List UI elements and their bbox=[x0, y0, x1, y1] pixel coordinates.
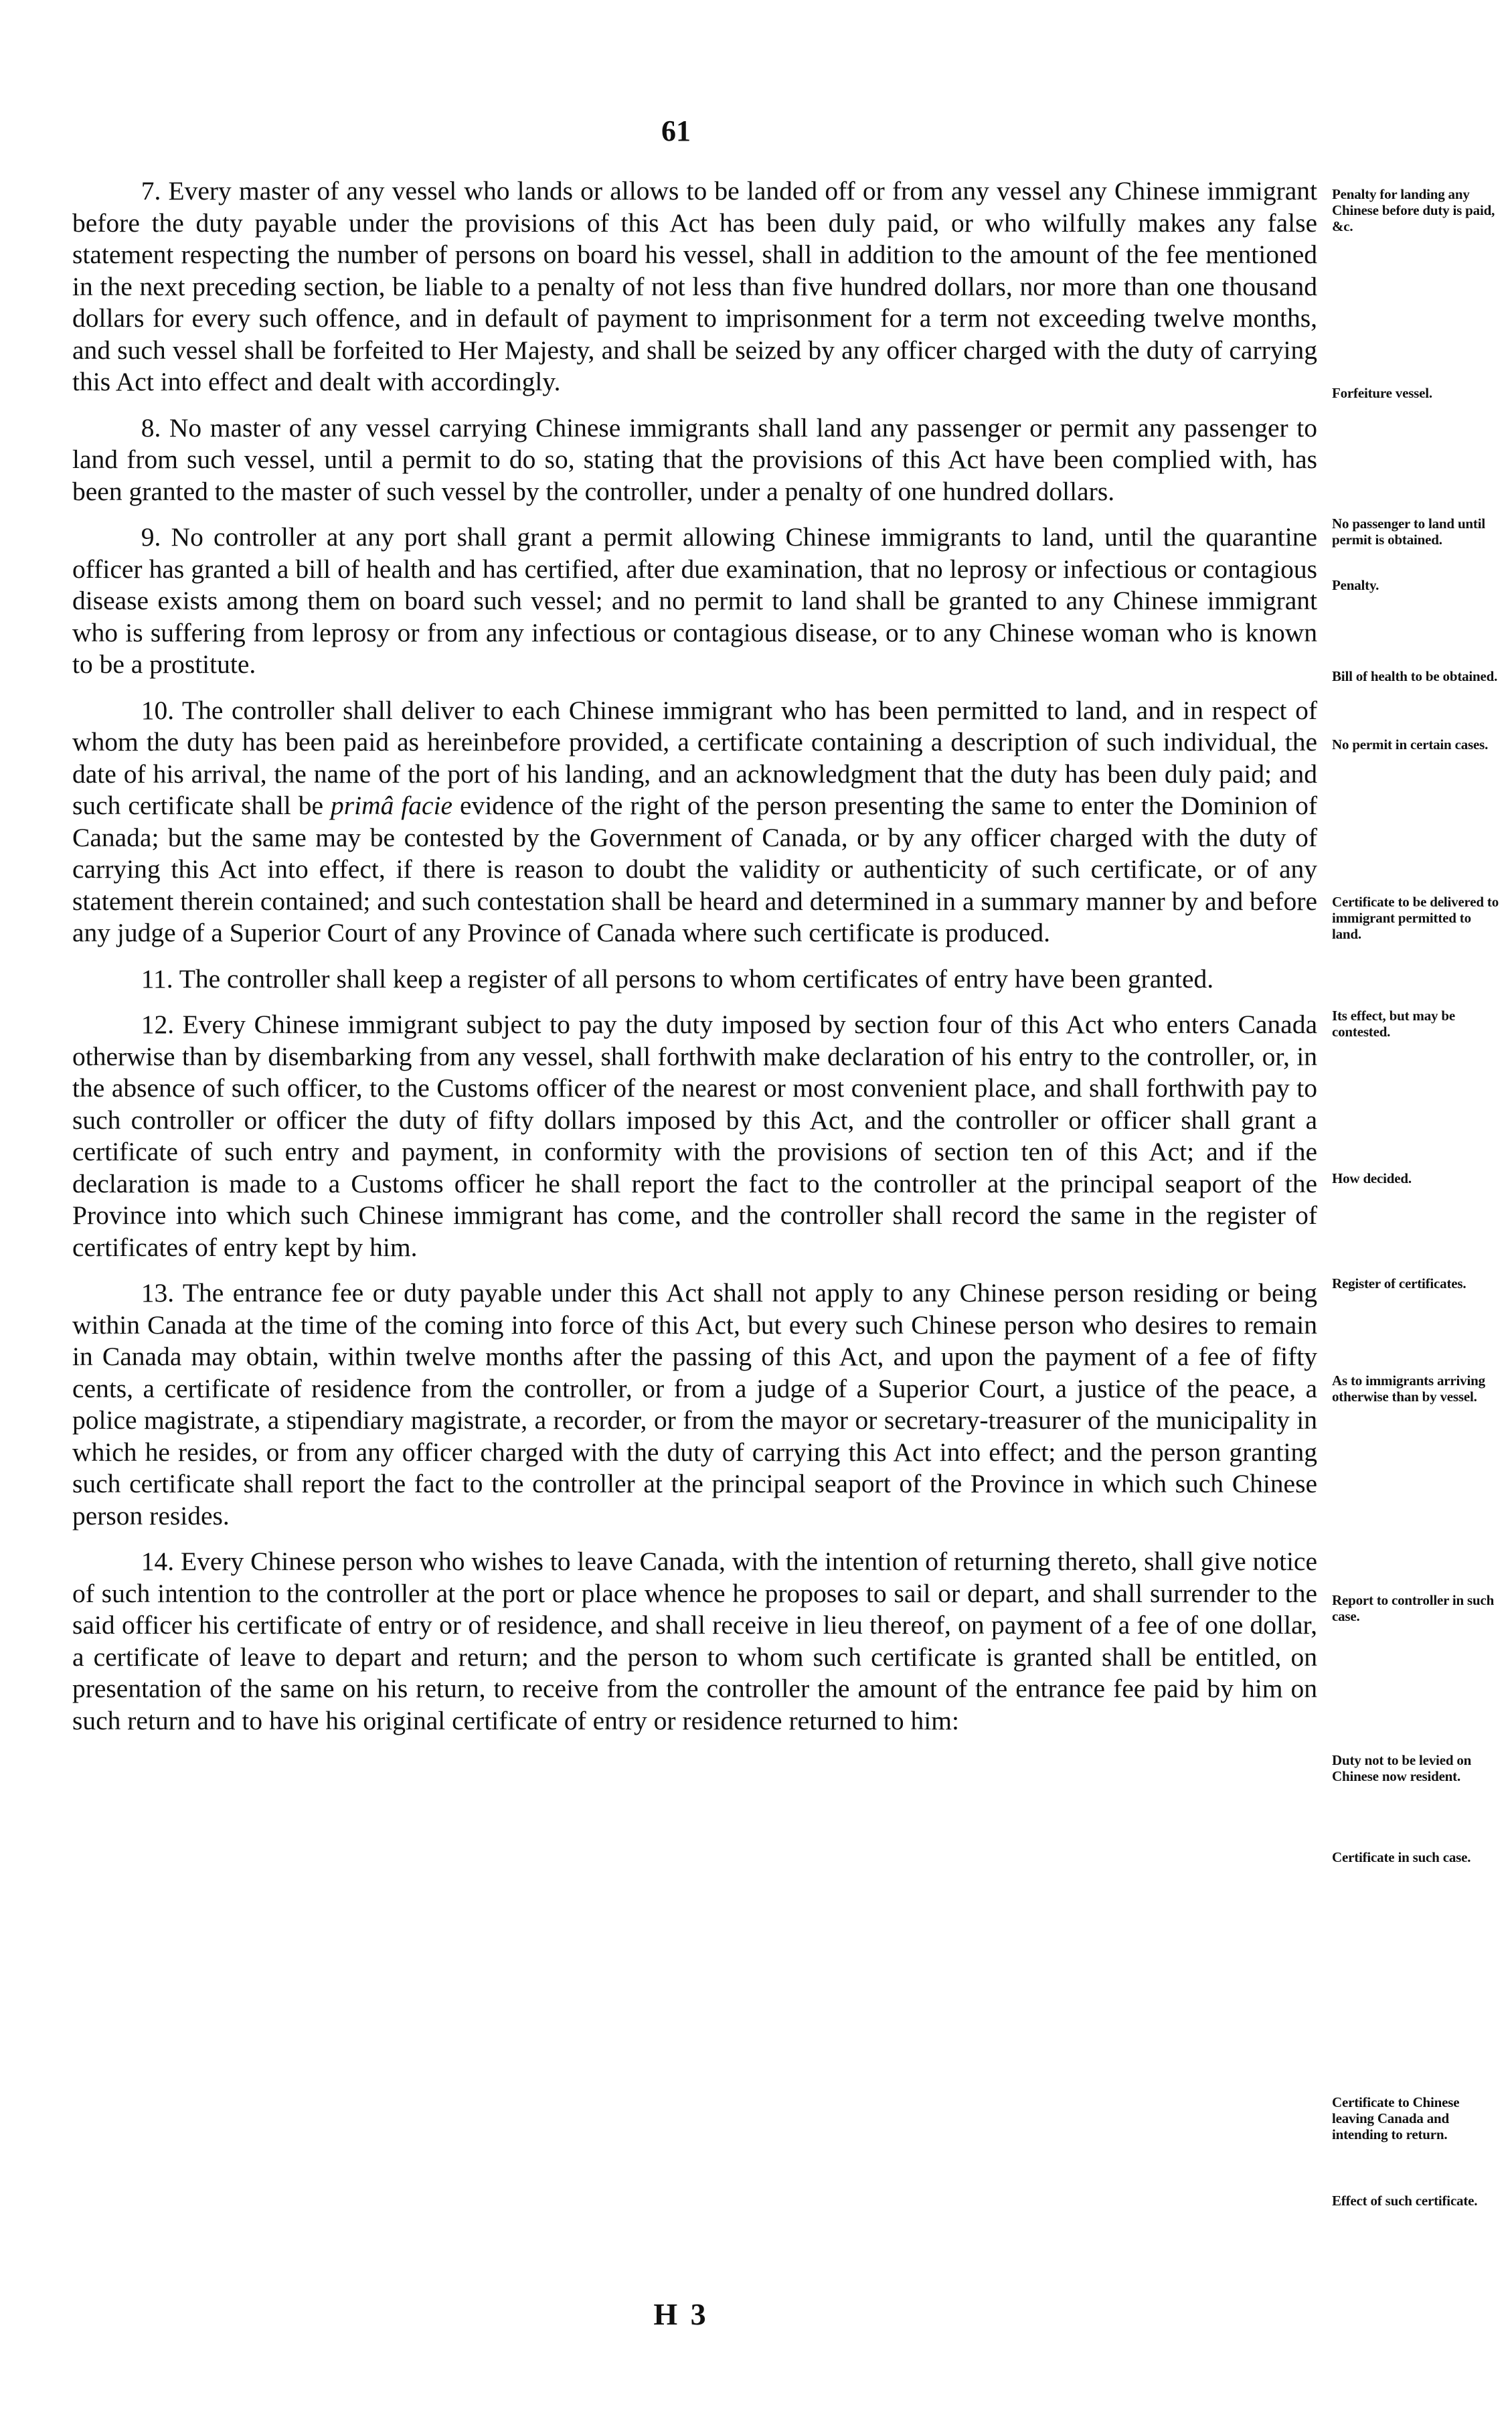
signature-mark: H 3 bbox=[653, 2297, 709, 2331]
margin-note-no-permit: No permit in certain cases. bbox=[1332, 736, 1489, 753]
section-14: 14. Every Chinese person who wishes to leave Canada, with the intention of returning thereto, shall give notice of such intention to the controller at the port or place whence he proposes to sail or depart, and shall surrender to the said officer his certificate of entry or of residence, and shall receive in lieu thereof, on payment of a fee of one dollar, a certificate of leave to depart and return; and the person to whom such certificate is granted shall be entitled, on presentation of the same on his return, to receive from the controller the amount of the entrance fee paid by him on such return and to have his original certificate of entry or residence returned to him: bbox=[72, 1547, 1317, 1735]
section-10-part-2: evidence of the right of the person presenting the same to enter the Dominion of Canada; but the same may be contested by the Government of Canada, or by any officer charged with the duty of carrying this Act into effect, if there is reason to doubt the validity or authenticity of such certificate, or of any statement therein contained; and such contestation shall be heard and determined in a summary manner by and before any judge of a Superior Court of any Province of Canada where such certificate is produced. bbox=[72, 791, 1317, 947]
section-8: 8. No master of any vessel carrying Chinese immigrants shall land any passenger or permit any passenger to land from such vessel, until a permit to do so, stating that the provisions of this Act have been complied with, has been granted to the master of such vessel by the controller, under a penalty of one hundred dollars. bbox=[72, 412, 1317, 506]
margin-note-certificate-residence: Certificate in such case. bbox=[1332, 1849, 1471, 1865]
margin-note-its-effect: Its effect, but may be contested. bbox=[1332, 1008, 1455, 1040]
section-9: 9. No controller at any port shall grant a permit allowing Chinese immigrants to land, until the quarantine officer has granted a bill of health and has certified, after due examination, that no leprosy or infectious or contagious disease exists among them on board such vessel; and no permit to land shall be granted to any Chinese immigrant who is suffering from leprosy or from any infectious or contagious disease, or to any Chinese woman who is known to be a prostitute. bbox=[72, 522, 1317, 679]
section-10 bbox=[72, 695, 1317, 949]
margin-note-bill-of-health: Bill of health to be obtained. bbox=[1332, 668, 1498, 684]
section-12: 12. Every Chinese immigrant subject to pay the duty imposed by section four of this Act who enters Canada otherwise than by disembarking from any vessel, shall forthwith make declaration of his entry to the controller, or, in the absence of such officer, to the Customs officer of the nearest or most convenient place, and shall forthwith pay to such controller or officer the duty of fifty dollars imposed by this Act, and the controller or officer shall grant a certificate of such entry and payment, in conformity with the provisions of section ten of this Act; and if the declaration is made to a Customs officer he shall report the fact to the controller at the principal seaport of the Province into which such Chinese immigrant has come, and the controller shall record the same in the register of certificates of entry kept by him. bbox=[72, 1010, 1317, 1262]
section-7: 7. Every master of any vessel who lands or allows to be landed off or from any vessel any Chinese immigrant before the duty payable under the provisions of this Act has been duly paid, or who wilfully makes any false statement respecting the number of persons on board his vessel, shall in addition to the amount of the fee mentioned in the next preceding section, be liable to a penalty of not less than five hundred dollars, nor more than one thousand dollars for every such offence, and in default of payment to imprisonment for a term not exceeding twelve months, and such vessel shall be forfeited to Her Majesty, and shall be seized by any officer charged with the duty of carrying this Act into effect and dealt with accordingly. bbox=[72, 176, 1317, 396]
margin-note-report-to-controller: Report to controller in such case. bbox=[1332, 1592, 1495, 1624]
section-13: 13. The entrance fee or duty payable under this Act shall not apply to any Chinese person residing or being within Canada at the time of the coming into force of this Act, but every such Chinese person who desires to remain in Canada may obtain, within twelve months after the passing of this Act, and upon the payment of a fee of fifty cents, a certificate of residence from the controller, or from a judge of a Superior Court, a justice of the peace, a police magistrate, a stipendiary magistrate, a recorder, or from the mayor or secretary-treasurer of the municipality in which he resides, or from any officer charged with the duty of carrying this Act into effect; and the person granting such certificate shall report the fact to the controller at the principal seaport of the Province in which such Chinese person resides. bbox=[72, 1278, 1317, 1531]
margin-note-no-passenger: No passenger to land until permit is obtained. bbox=[1332, 516, 1485, 548]
margin-note-duty-not-levied: Duty not to be levied on Chinese now resident. bbox=[1332, 1752, 1472, 1784]
margin-note-how-decided: How decided. bbox=[1332, 1170, 1412, 1186]
margin-note-register: Register of certificates. bbox=[1332, 1275, 1466, 1291]
act-text-body bbox=[72, 175, 1317, 1737]
margin-note-forfeiture: Forfeiture vessel. bbox=[1332, 385, 1432, 401]
margin-note-immigrants-otherwise: As to immigrants arriving otherwise than by vessel. bbox=[1332, 1372, 1485, 1405]
margin-note-penalty: Penalty. bbox=[1332, 577, 1379, 593]
margin-note-certificate-leaving: Certificate to Chinese leaving Canada and intending to return. bbox=[1332, 2094, 1460, 2142]
margin-note-penalty-landing: Penalty for landing any Chinese before duty is paid, &c. bbox=[1332, 186, 1495, 234]
section-10-part-1: 10. The controller shall deliver to each Chinese immigrant who has been permitted to land, and in respect of whom the duty has been paid as hereinbefore provided, a certificate containing a description of such individual, the date of his arrival, the name of the port of his landing, and an acknowledgment that the duty has been duly paid; and such certificate shall be bbox=[72, 695, 1317, 820]
section-11: 11. The controller shall keep a register of all persons to whom certificates of entry have been granted. bbox=[141, 963, 1214, 994]
margin-note-effect-certificate: Effect of such certificate. bbox=[1332, 2193, 1478, 2209]
prima-facie-italic: primâ facie bbox=[330, 791, 453, 820]
margin-note-certificate-delivered: Certificate to be delivered to immigrant permitted to land. bbox=[1332, 894, 1499, 942]
page-number: 61 bbox=[661, 114, 691, 147]
